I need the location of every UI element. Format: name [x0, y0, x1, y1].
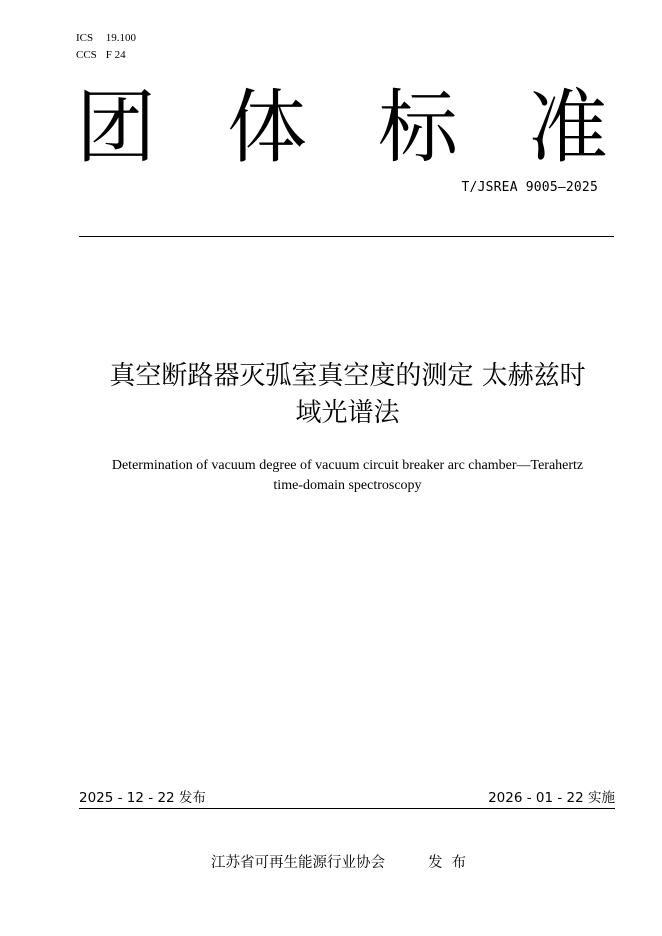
ccs-label: CCS — [76, 49, 97, 61]
chinese-title — [60, 358, 635, 432]
issue-date: 2025 - 12 - 22 发布 — [79, 790, 206, 806]
implementation-date: 2026 - 01 - 22 实施 — [488, 790, 615, 806]
title-char-4: 准 — [528, 81, 608, 174]
title-char-1: 团 — [76, 81, 156, 174]
ics-label: ICS — [76, 32, 94, 44]
english-title-line-2: time-domain spectroscopy — [273, 478, 422, 493]
publish-label: 发布 — [428, 855, 475, 871]
top-divider — [79, 236, 614, 237]
bottom-divider — [79, 808, 615, 809]
title-char-2: 体 — [227, 81, 307, 174]
chinese-title-line-1: 真空断路器灭弧室真空度的测定 太赫兹时 — [109, 361, 586, 391]
english-title — [60, 456, 635, 496]
ccs-code — [76, 48, 126, 62]
english-title-line-1: Determination of vacuum degree of vacuum circuit breaker arc chamber—Terahertz — [111, 458, 584, 473]
publisher-name: 江苏省可再生能源行业协会 — [211, 855, 385, 871]
ics-value: 19.100 — [105, 32, 136, 44]
title-char-3: 标 — [378, 81, 458, 174]
standard-number: T/JSREA 9005—2025 — [461, 180, 598, 195]
ccs-value: F 24 — [105, 49, 126, 61]
ics-code — [76, 31, 136, 45]
chinese-title-line-2: 域光谱法 — [295, 398, 400, 428]
